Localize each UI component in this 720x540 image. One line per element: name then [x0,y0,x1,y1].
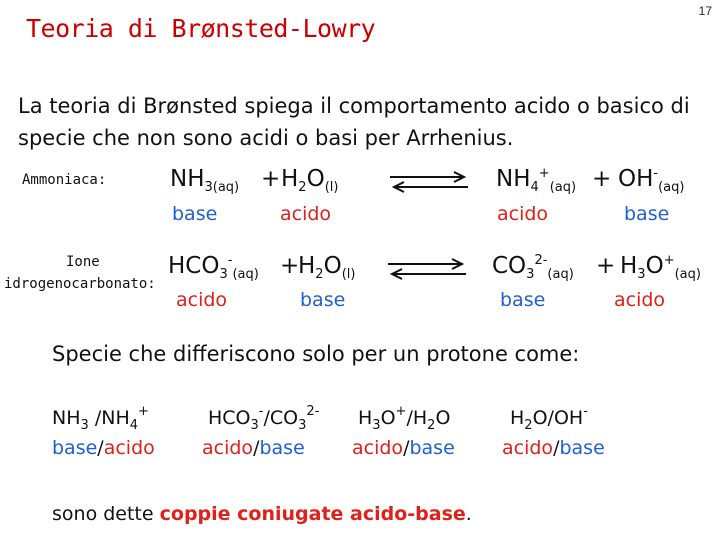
reaction2-product1: $CO_3^{2-}_{(aq)}$ [492,253,574,282]
equilibrium-arrow-icon [386,256,468,282]
reaction1-role1: base [172,203,218,225]
reaction1-plus1: + [261,166,281,192]
conjugate-pairs-highlight: coppie coniugate acido-base [159,503,466,525]
reaction2-role4: acido [614,289,666,311]
pair-1-roles: base/acido [52,437,155,459]
reaction1-reactant1: $NH_{3(aq)}$ [170,166,240,195]
reaction1-role4: base [624,203,670,225]
reaction2-label-line1: Ione [66,254,100,270]
reaction2-role2: base [300,289,346,311]
pairs-heading: Specie che differiscono solo per un protone come: [52,342,580,366]
pair-2-formula: $HCO_3^-/CO_3^{2-}$ [208,404,320,433]
page-number: 17 [698,4,712,18]
pair-4-roles: acido/base [502,437,605,459]
equilibrium-arrow-icon [388,169,470,195]
reaction1-plus2: + [592,166,612,192]
pairs-footer: sono dette coppie coniugate acido-base. [52,503,472,525]
reaction1-role2: acido [280,203,332,225]
reaction2-reactant1: $HCO_3^-_{(aq)}$ [168,253,259,282]
reaction1-reactant2: $H_2O_{(l)}$ [281,166,339,195]
reaction2-label-line2: idrogenocarbonato: [4,276,156,292]
reaction1-role3: acido [497,203,549,225]
pair-4-formula: $H_2O/OH^-$ [510,404,588,433]
intro-line-1: La teoria di Brønsted spiega il comportamento acido o basico di [18,94,690,118]
reaction1-product2: $OH^-_{(aq)}$ [618,166,685,195]
slide-title: Teoria di Brønsted-Lowry [26,14,376,43]
reaction1-product1: $NH_4^+_{(aq)}$ [496,166,577,195]
reaction2-role1: acido [176,289,228,311]
pair-3-roles: acido/base [352,437,455,459]
pair-3-formula: $H_3O^+/H_2O$ [358,404,451,433]
reaction1-label: Ammoniaca: [22,172,107,188]
reaction2-product2: $H_3O^+_{(aq)}$ [620,253,701,282]
reaction2-plus2: + [596,253,616,279]
reaction2-role3: base [500,289,546,311]
intro-line-2: specie che non sono acidi o basi per Arrhenius. [18,126,514,150]
pair-2-roles: acido/base [202,437,305,459]
reaction2-reactant2: $H_2O_{(l)}$ [298,253,356,282]
reaction2-plus1: + [280,253,300,279]
pair-1-formula: $NH_3$ $/NH_4^+$ [52,404,149,433]
